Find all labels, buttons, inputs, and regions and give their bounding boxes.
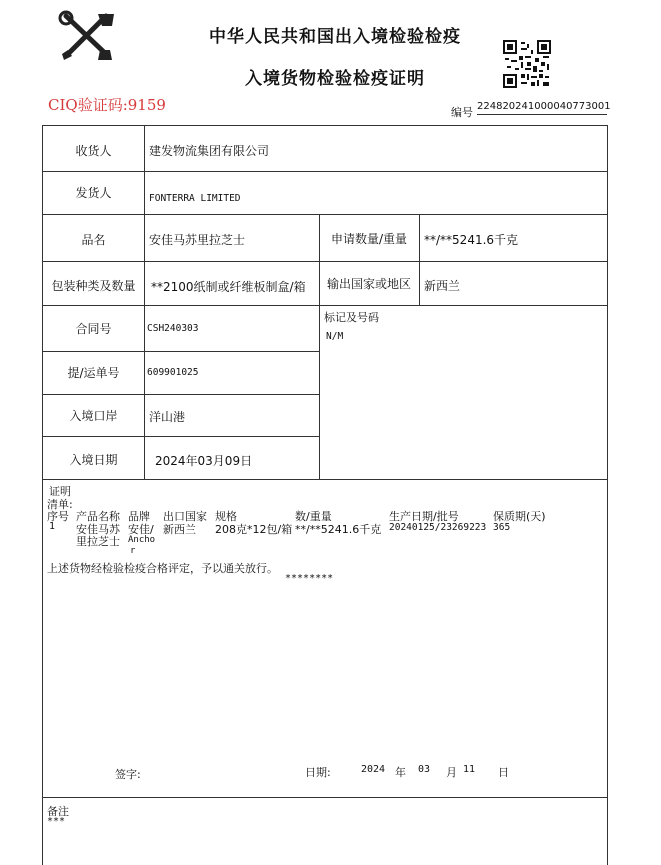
- row-divider: [43, 436, 319, 437]
- contract-value: CSH240303: [147, 323, 199, 334]
- declared-qty-label: 申请数量/重量: [330, 232, 408, 246]
- doc-number: 224820241000040773001: [477, 101, 607, 115]
- product-value: 安佳马苏里拉芝士: [149, 233, 246, 247]
- certificate-form: [42, 125, 608, 865]
- origin-value: 新西兰: [424, 279, 461, 293]
- sign-year: 2024: [361, 764, 386, 775]
- packing-label: 包装种类及数量: [51, 279, 136, 293]
- col-spec-header: 规格: [215, 510, 237, 523]
- row-qty: **/**5241.6千克: [295, 523, 382, 536]
- sign-year-unit: 年: [395, 766, 406, 779]
- entry-port-value: 洋山港: [149, 410, 186, 424]
- col-brand-header: 品牌: [128, 510, 150, 523]
- row-divider: [43, 479, 607, 480]
- row-divider: [43, 214, 607, 215]
- column-divider: [144, 126, 145, 479]
- sign-day: 11: [463, 764, 476, 775]
- remarks-value: ***: [47, 816, 66, 827]
- col-qty-header: 数/重量: [295, 510, 332, 523]
- row-brand-line1: 安佳/: [128, 523, 154, 536]
- sign-month: 03: [418, 764, 431, 775]
- col-no-header: 序号: [47, 510, 69, 523]
- certificate-section-label: 证明: [49, 485, 71, 498]
- consignee-label: 收货人: [75, 144, 112, 158]
- bill-of-lading-label: 提/运单号: [67, 366, 120, 380]
- statement-stars: ********: [285, 573, 334, 584]
- row-product-name-line1: 安佳马苏: [76, 523, 120, 536]
- consignor-label: 发货人: [75, 186, 112, 200]
- row-no: 1: [49, 521, 56, 532]
- ciq-emblem-icon: [56, 10, 120, 62]
- row-spec: 208克*12包/箱: [215, 523, 293, 536]
- sign-month-unit: 月: [446, 766, 457, 779]
- marks-value: N/M: [326, 331, 344, 342]
- remarks-label: 备注: [47, 805, 69, 818]
- document-title-line2: 入境货物检验检疫证明: [245, 69, 425, 89]
- row-divider: [43, 394, 319, 395]
- row-divider: [43, 261, 607, 262]
- column-divider: [419, 214, 420, 305]
- consignor-value: FONTERRA LIMITED: [149, 193, 241, 204]
- contract-label: 合同号: [75, 322, 112, 336]
- entry-date-value: 2024年03月09日: [155, 454, 253, 468]
- entry-port-label: 入境口岸: [69, 409, 118, 423]
- origin-label: 输出国家或地区: [326, 277, 411, 291]
- row-divider: [43, 351, 319, 352]
- list-label: 清单:: [47, 498, 73, 511]
- row-divider: [43, 305, 607, 306]
- entry-date-label: 入境日期: [69, 453, 118, 467]
- marks-label: 标记及号码: [324, 311, 379, 324]
- row-country: 新西兰: [163, 523, 196, 536]
- row-divider: [43, 797, 607, 798]
- qr-code-icon: [503, 40, 551, 88]
- signature-label: 签字:: [115, 768, 141, 781]
- column-divider: [319, 214, 320, 479]
- product-label: 品名: [81, 233, 106, 247]
- declared-qty-value: **/**5241.6千克: [424, 233, 519, 247]
- col-shelf-life-header: 保质期(天): [493, 510, 546, 523]
- packing-value: **2100纸制或纤维板制盒/箱: [151, 280, 306, 294]
- col-batch-header: 生产日期/批号: [389, 510, 459, 523]
- row-shelf-life: 365: [493, 522, 511, 533]
- consignee-value: 建发物流集团有限公司: [149, 144, 270, 158]
- row-divider: [43, 171, 607, 172]
- document-title-line1: 中华人民共和国出入境检验检疫: [209, 27, 461, 47]
- ciq-verification-code: CIQ验证码:9159: [48, 96, 166, 114]
- bill-of-lading-value: 609901025: [147, 367, 199, 378]
- sign-date-label: 日期:: [305, 766, 331, 779]
- col-country-header: 出口国家: [163, 510, 207, 523]
- row-batch: 20240125/23269223: [389, 522, 487, 533]
- row-brand-line2: Ancho: [128, 535, 156, 545]
- sign-day-unit: 日: [498, 766, 509, 779]
- doc-number-label: 编号: [451, 106, 473, 119]
- row-brand-line3: r: [130, 546, 136, 556]
- col-name-header: 产品名称: [76, 510, 120, 523]
- certificate-statement: 上述货物经检验检疫合格评定，予以通关放行。: [47, 562, 278, 575]
- row-product-name-line2: 里拉芝士: [76, 535, 120, 548]
